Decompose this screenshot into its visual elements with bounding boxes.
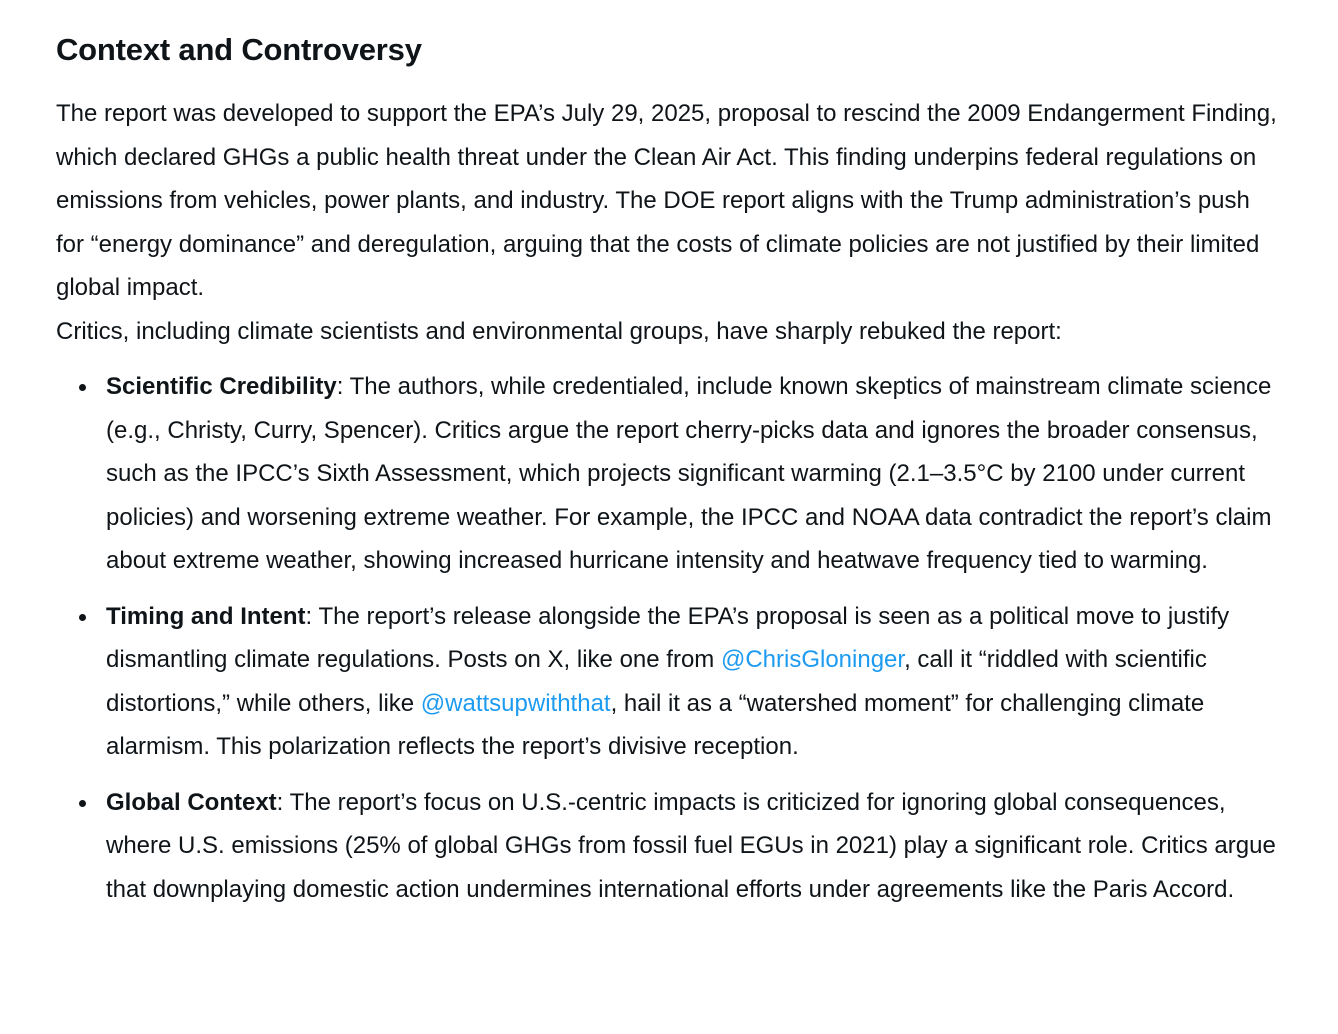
section-heading: Context and Controversy [56, 32, 422, 67]
point-text-part-a: : The report’s release alongside the EPA’s proposal is seen as a political move to justify dismantling climate regulations. Posts on X, like one from [106, 602, 1230, 673]
point-text: : The report’s focus on U.S.-centric impacts is criticized for ignoring global consequences, where U.S. emissions (25% of global GHGs from fossil fuel EGUs in 2021) play a significant role. Critics argue that downplaying domestic action undermines international efforts under agreements like the Paris Accord. [106, 788, 1276, 903]
intro-paragraph: The report was developed to support the EPA’s July 29, 2025, proposal to rescind the 2009 Endangerment Finding, which declared GHGs a public health threat under the Clean Air Act. This finding underpins federal regulations on emissions from vehicles, power plants, and industry. The DOE report aligns with the Trump administration’s push for “energy dominance” and deregulation, arguing that the costs of climate policies are not justified by their limited global impact. [56, 100, 1277, 301]
point-text-part-c: , hail it as a “watershed moment” for challenging climate alarmism. This polarization reflects the report’s divisive reception. [106, 689, 1205, 760]
list-item-global-context [106, 781, 1282, 912]
term-global-context: Global Context [106, 788, 277, 816]
point-text-part-b: , call it “riddled with scientific distortions,” while others, like [106, 646, 1207, 717]
point-text: : The authors, while credentialed, include known skeptics of mainstream climate science (e.g., Christy, Curry, Spencer). Critics argue the report cherry-picks data and ignores the broader consensus, such as the IPCC’s Sixth Assessment, which projects significant warming (2.1–3.5°C by 2100 under current policies) and worsening extreme weather. For example, the IPCC and NOAA data contradict the report’s claim about extreme weather, showing increased hurricane intensity and heatwave frequency tied to warming. [106, 373, 1272, 574]
mention-link-chrisgloninger[interactable]: @ChrisGloninger [720, 646, 905, 673]
term-timing-and-intent: Timing and Intent [106, 602, 306, 630]
critics-intro-paragraph: Critics, including climate scientists and environmental groups, have sharply rebuked the report: [56, 317, 1062, 345]
list-item-scientific-credibility [106, 365, 1282, 583]
critique-list [56, 365, 1282, 911]
list-item-timing-and-intent [106, 595, 1282, 769]
mention-link-wattsupwiththat[interactable]: @wattsupwiththat [420, 689, 611, 717]
response-body [56, 28, 1282, 923]
term-scientific-credibility: Scientific Credibility [106, 373, 337, 400]
